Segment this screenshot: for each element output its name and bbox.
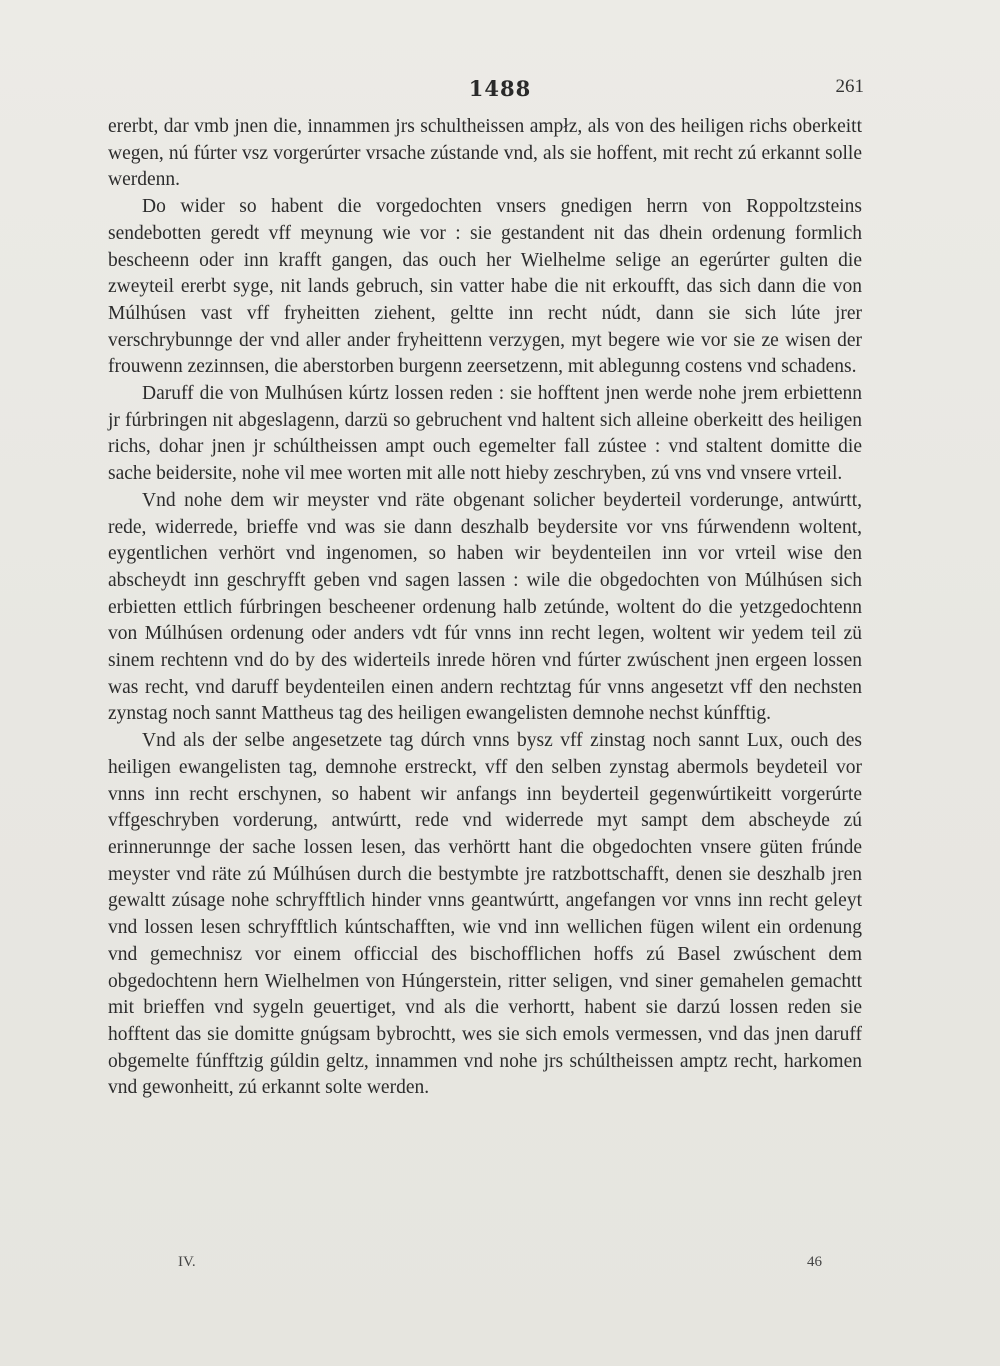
paragraph-5: Vnd als der selbe angesetzete tag dúrch vnns bysz vff zinstag noch sannt Lux, ouch des heiligen ewangelisten tag, demnohe erstreckt, vff den selben zynstag abermols beydeteil vor vnns inn recht erschynen, so habent wir anfangs inn beyderteil gegenwúrtikeitt vorgerúrte vffgeschryben vorderung, antwúrtt, rede vnd widerrede myt sampt dem abscheyde zú erinnerunnge der sache lossen lesen, das verhörtt hant die obgedochten vnsere güten frúnde meyster vnd räte zú Múlhúsen durch die bestymbte jre ratzbottschafft, denen sie deszhalb jren gewaltt zúsage nohe schryfftlich hinder vnns geantwúrtt, angefangen vor vnns inn recht geleyt vnd lossen lesen schryfftlich kúntschafften, wie vnd inn wellichen fügen wilent ein ordenung vnd gemechnisz vor einem officcial des bischofflichen hoffs zú Basel zwúschent dem obgedochtenn hern Wielhelmen von Húngerstein, ritter seligen, vnd siner gemahelen gemachtt mit brieffen vnd sygeln geuertiget, vnd als die verhortt, habent sie darzú lossen reden sie hofftent das sie domitte gnúgsam bybrochtt, wes sie sich emols vermessen, vnd das jnen daruff obgemelte fúnfftzig gúldin geltz, innammen vnd nohe jrs schúltheissen amptz recht, harkomen vnd gewonheitt, zú erkannt solte werden. bbox=[108, 730, 862, 1099]
page-header bbox=[0, 76, 1000, 106]
paragraph-3: Daruff die von Mulhúsen kúrtz lossen reden : sie hofftent jnen werde nohe jrem erbiettenn jr fúrbringen nit abgeslagenn, darzü so gebruchent vnd haltent sich alleine oberkeitt des heiligen richs, dohar jnen jr schúltheissen ampt ouch egemelter fall zústee : vnd staltent domitte die sache beidersite, nohe vil mee worten mit alle nott hieby zeschryben, zú vns vnd vnsere vrteil. bbox=[108, 383, 862, 485]
volume-number: IV. bbox=[178, 1254, 196, 1270]
page-footer bbox=[0, 1254, 1000, 1278]
paragraph-4: Vnd nohe dem wir meyster vnd räte obgenant solicher beyderteil vorderunge, antwúrtt, rede, widerrede, brieffe vnd was sie dann deszhalb beydersite vor vns fúrwendenn woltent, eygentlichen verhört vnd ingenomen, so haben wir beydenteilen inn vor vrteil wise den abscheydt inn geschryfft geben vnd sagen lassen : wile die obgedochten von Múlhúsen sich erbietten ettlich fúrbringen bescheener ordenung halb zetúnde, woltent do die yetzgedochtenn von Múlhúsen ordenung oder anders vdt fúr vnns inn recht legen, woltent wir yedem teil zü sinem rechtenn vnd do by des widerteils inrede hören vnd fúrter zwúschent jnen ergeen lossen was recht, vnd daruff beydenteilen einen andern rechtztag fúr vnns angesetzt vff den nechsten zynstag noch sannt Mattheus tag des heiligen ewangelisten demnohe nechst kúnfftig. bbox=[108, 489, 862, 725]
paragraph-1: ererbt, dar vmb jnen die, innammen jrs schultheissen ampłz, als von des heiligen richs oberkeitt wegen, nú fúrter vsz vorgerúrter vrsache zústande vnd, als sie hoffent, mit recht zú erkannt solle werdenn. bbox=[108, 116, 862, 191]
paragraph-2: Do wider so habent die vorgedochten vnsers gnedigen herrn von Roppoltzsteins sendebotten geredt vff meynung wie vor : sie gestandent nit das dhein ordenung formlich bescheenn oder inn krafft gangen, das ouch her Wielhelme selige an egerúrter gulten die zweyteil ererbt syge, nit lands gebruch, sin vatter habe die nit erkoufft, das sich dann die von Múlhúsen vast vff fryheitten ziehent, geltte inn recht núdt, dann sie sich lúte jrer verschrybunnge der vnd aller ander fryheittenn verzygen, myt begere wie vor sie ze wisen der frouwenn zezinnsen, die aberstorben burgenn zeersetzenn, mit ablegunng costens vnd schadens. bbox=[108, 196, 862, 378]
sheet-signature: 46 bbox=[807, 1254, 822, 1270]
page-number: 261 bbox=[835, 76, 864, 97]
body-text bbox=[108, 114, 862, 1102]
header-year: 1488 bbox=[468, 76, 532, 101]
